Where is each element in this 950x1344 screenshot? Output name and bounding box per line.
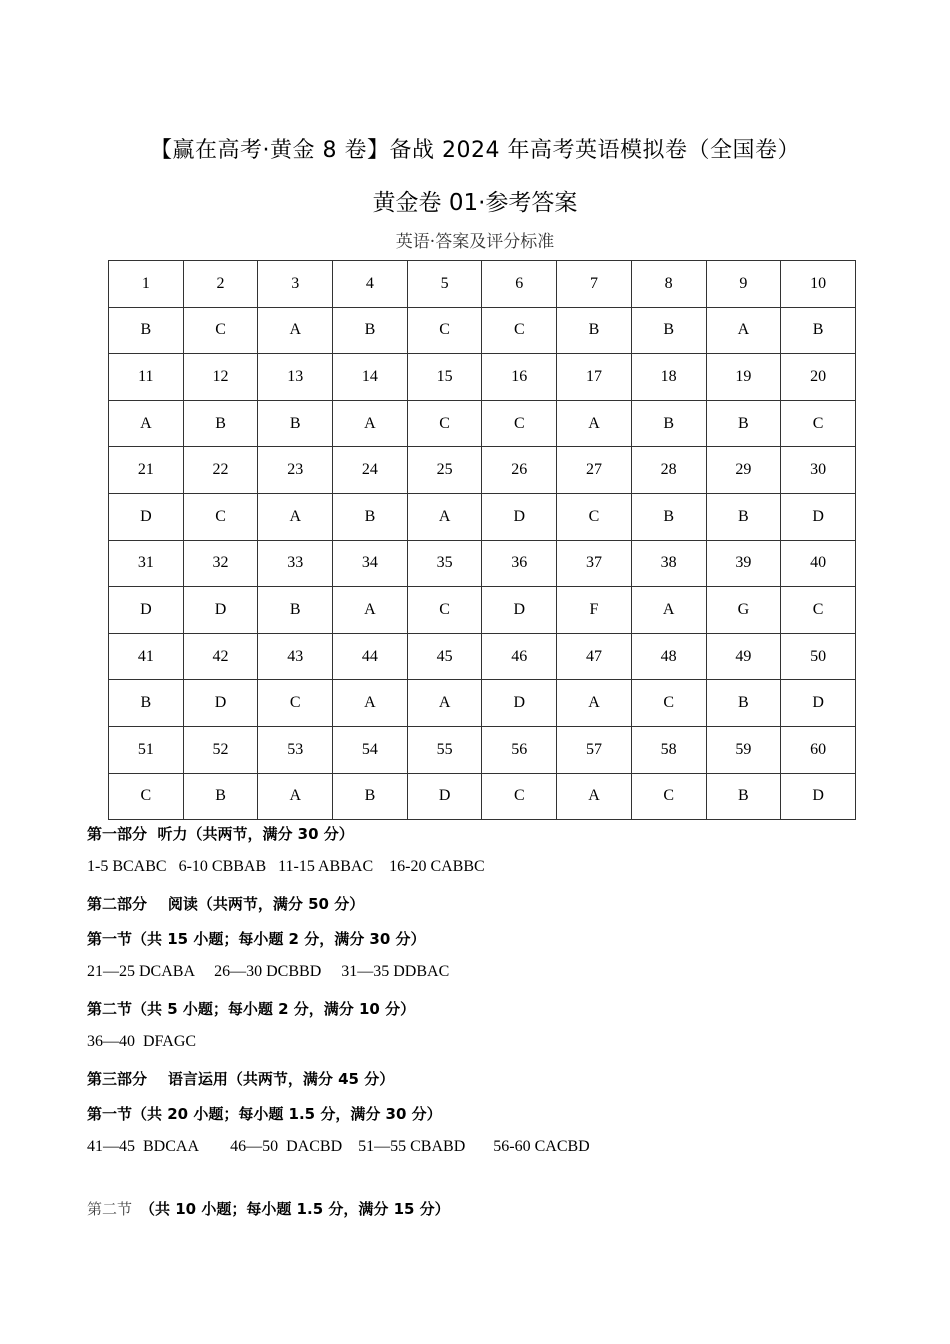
answer-cell: C	[781, 587, 856, 634]
question-number-cell: 16	[482, 354, 557, 401]
question-number-cell: 7	[557, 261, 632, 308]
question-number-cell: 55	[407, 726, 482, 773]
question-number-cell: 13	[258, 354, 333, 401]
answer-cell: B	[706, 400, 781, 447]
question-number-cell: 47	[557, 633, 632, 680]
question-number-cell: 58	[631, 726, 706, 773]
answer-row	[109, 587, 856, 634]
question-number-cell: 48	[631, 633, 706, 680]
answer-row	[109, 400, 856, 447]
answer-cell: C	[482, 307, 557, 354]
question-number-cell: 50	[781, 633, 856, 680]
question-number-cell: 18	[631, 354, 706, 401]
answer-cell: B	[333, 773, 408, 820]
question-number-cell: 54	[333, 726, 408, 773]
question-number-cell: 52	[183, 726, 258, 773]
answer-cell: A	[333, 680, 408, 727]
answer-cell: B	[631, 307, 706, 354]
answer-cell: D	[482, 587, 557, 634]
answer-cell: B	[183, 400, 258, 447]
answer-cell: C	[631, 773, 706, 820]
part3-sec2-heading: （共 10 小题；每小题 1.5 分，满分 15 分）	[140, 1200, 450, 1218]
question-number-cell: 56	[482, 726, 557, 773]
part3-sec2-label: 第二节	[87, 1200, 133, 1218]
answer-cell: D	[781, 680, 856, 727]
question-number-cell: 32	[183, 540, 258, 587]
answer-cell: B	[333, 493, 408, 540]
question-number-row	[109, 447, 856, 494]
answer-row	[109, 773, 856, 820]
answer-cell: A	[258, 773, 333, 820]
question-number-cell: 10	[781, 261, 856, 308]
answer-cell: B	[183, 773, 258, 820]
question-number-row	[109, 726, 856, 773]
answer-cell: A	[333, 587, 408, 634]
question-number-cell: 25	[407, 447, 482, 494]
question-number-cell: 1	[109, 261, 184, 308]
part3-sec2-line	[87, 1198, 450, 1219]
question-number-cell: 26	[482, 447, 557, 494]
main-title: 【赢在高考·黄金 8 卷】备战 2024 年高考英语模拟卷（全国卷）	[150, 138, 800, 163]
answer-cell: D	[482, 493, 557, 540]
question-number-cell: 20	[781, 354, 856, 401]
question-number-cell: 39	[706, 540, 781, 587]
answer-cell: A	[557, 680, 632, 727]
question-number-cell: 12	[183, 354, 258, 401]
answer-cell: D	[109, 493, 184, 540]
question-number-cell: 45	[407, 633, 482, 680]
answer-cell: A	[557, 400, 632, 447]
question-number-cell: 44	[333, 633, 408, 680]
question-number-cell: 4	[333, 261, 408, 308]
answer-cell: C	[407, 307, 482, 354]
part1-answers: 1-5 BCABC 6-10 CBBAB 11-15 ABBAC 16-20 CABBC	[87, 858, 485, 875]
answer-cell: A	[407, 493, 482, 540]
question-number-cell: 22	[183, 447, 258, 494]
answer-cell: A	[109, 400, 184, 447]
question-number-cell: 11	[109, 354, 184, 401]
question-number-cell: 57	[557, 726, 632, 773]
answer-cell: B	[258, 400, 333, 447]
answer-cell: B	[706, 773, 781, 820]
answer-cell: B	[631, 400, 706, 447]
question-number-cell: 41	[109, 633, 184, 680]
question-number-cell: 34	[333, 540, 408, 587]
answer-cell: C	[258, 680, 333, 727]
part1-heading: 第一部分 听力（共两节，满分 30 分）	[87, 825, 354, 843]
answer-cell: C	[183, 307, 258, 354]
question-number-cell: 53	[258, 726, 333, 773]
answer-cell: C	[109, 773, 184, 820]
answer-cell: A	[631, 587, 706, 634]
question-number-cell: 42	[183, 633, 258, 680]
answer-cell: C	[482, 773, 557, 820]
answer-cell: B	[109, 680, 184, 727]
question-number-cell: 28	[631, 447, 706, 494]
answer-cell: C	[482, 400, 557, 447]
answer-cell: D	[781, 773, 856, 820]
answer-cell: F	[557, 587, 632, 634]
question-number-cell: 27	[557, 447, 632, 494]
question-number-cell: 46	[482, 633, 557, 680]
part2-heading: 第二部分 阅读（共两节，满分 50 分）	[87, 895, 365, 913]
answer-cell: C	[183, 493, 258, 540]
part2-sec2-heading: 第二节（共 5 小题；每小题 2 分，满分 10 分）	[87, 1000, 416, 1018]
answer-cell: A	[333, 400, 408, 447]
answer-cell: B	[109, 307, 184, 354]
question-number-row	[109, 540, 856, 587]
answer-cell: A	[258, 307, 333, 354]
question-number-row	[109, 261, 856, 308]
question-number-cell: 3	[258, 261, 333, 308]
answer-cell: B	[333, 307, 408, 354]
answer-cell: B	[557, 307, 632, 354]
answer-cell: G	[706, 587, 781, 634]
part3-sec1-answers: 41—45 BDCAA 46—50 DACBD 51—55 CBABD 56-60 CACBD	[87, 1138, 590, 1155]
question-number-cell: 36	[482, 540, 557, 587]
answer-cell: A	[706, 307, 781, 354]
answer-row	[109, 680, 856, 727]
question-number-cell: 17	[557, 354, 632, 401]
question-number-cell: 31	[109, 540, 184, 587]
question-number-cell: 38	[631, 540, 706, 587]
answer-cell: D	[407, 773, 482, 820]
answer-cell: A	[407, 680, 482, 727]
answer-row	[109, 307, 856, 354]
question-number-cell: 43	[258, 633, 333, 680]
question-number-cell: 24	[333, 447, 408, 494]
answer-cell: D	[482, 680, 557, 727]
question-number-cell: 21	[109, 447, 184, 494]
question-number-row	[109, 354, 856, 401]
question-number-cell: 49	[706, 633, 781, 680]
answer-cell: D	[183, 587, 258, 634]
answer-cell: B	[781, 307, 856, 354]
answer-cell: D	[781, 493, 856, 540]
answer-cell: D	[109, 587, 184, 634]
question-number-cell: 6	[482, 261, 557, 308]
question-number-cell: 29	[706, 447, 781, 494]
answer-cell: D	[183, 680, 258, 727]
question-number-cell: 5	[407, 261, 482, 308]
question-number-cell: 35	[407, 540, 482, 587]
question-number-cell: 59	[706, 726, 781, 773]
answer-cell: C	[631, 680, 706, 727]
answer-cell: C	[407, 587, 482, 634]
question-number-cell: 14	[333, 354, 408, 401]
answer-cell: A	[557, 773, 632, 820]
question-number-cell: 30	[781, 447, 856, 494]
answer-row	[109, 493, 856, 540]
question-number-row	[109, 633, 856, 680]
caption: 英语·答案及评分标准	[395, 232, 555, 252]
question-number-cell: 33	[258, 540, 333, 587]
part2-sec2-answers: 36—40 DFAGC	[87, 1033, 197, 1050]
answer-cell: B	[706, 493, 781, 540]
sub-title: 黄金卷 01·参考答案	[372, 190, 578, 216]
part2-sec1-answers: 21—25 DCABA 26—30 DCBBD 31—35 DDBAC	[87, 963, 450, 980]
answer-cell: B	[706, 680, 781, 727]
answer-cell: A	[258, 493, 333, 540]
question-number-cell: 60	[781, 726, 856, 773]
question-number-cell: 51	[109, 726, 184, 773]
question-number-cell: 8	[631, 261, 706, 308]
part2-sec1-heading: 第一节（共 15 小题；每小题 2 分，满分 30 分）	[87, 930, 426, 948]
answer-table	[108, 260, 856, 820]
question-number-cell: 23	[258, 447, 333, 494]
part3-sec1-heading: 第一节（共 20 小题；每小题 1.5 分，满分 30 分）	[87, 1105, 442, 1123]
question-number-cell: 15	[407, 354, 482, 401]
answer-cell: C	[407, 400, 482, 447]
question-number-cell: 40	[781, 540, 856, 587]
question-number-cell: 19	[706, 354, 781, 401]
question-number-cell: 37	[557, 540, 632, 587]
answer-cell: B	[631, 493, 706, 540]
answer-cell: B	[258, 587, 333, 634]
answer-cell: C	[557, 493, 632, 540]
question-number-cell: 9	[706, 261, 781, 308]
part3-heading: 第三部分 语言运用（共两节，满分 45 分）	[87, 1070, 395, 1088]
question-number-cell: 2	[183, 261, 258, 308]
answer-cell: C	[781, 400, 856, 447]
